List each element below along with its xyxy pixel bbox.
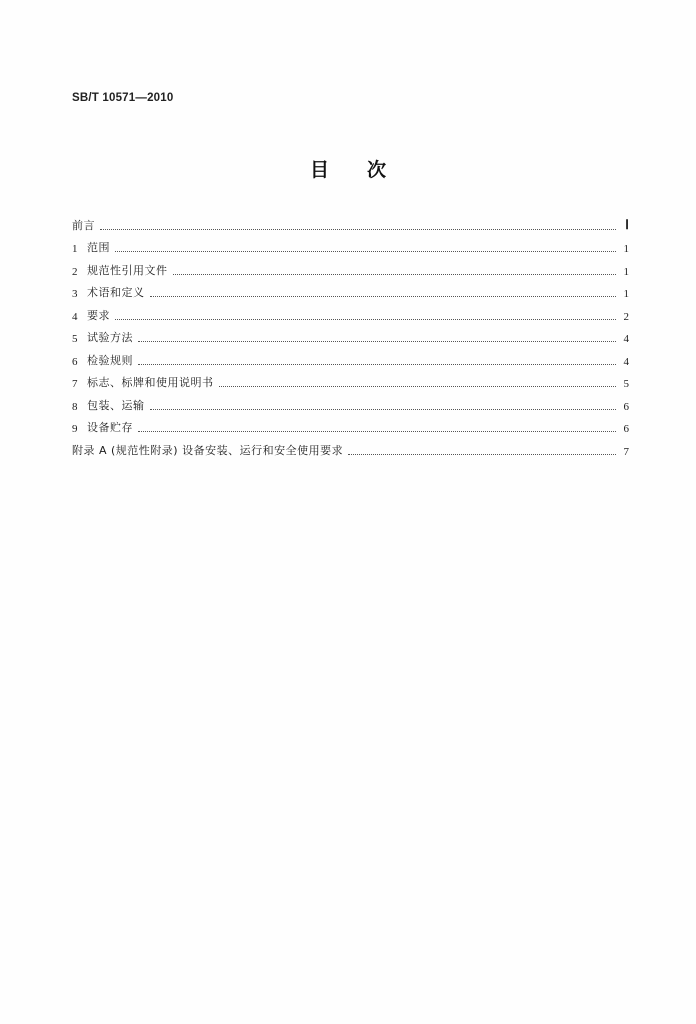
toc-label: 检验规则 [87,353,133,367]
toc-section-number: 1 [72,243,78,255]
toc-page-number: 5 [623,378,629,390]
toc-section-number: 2 [72,265,78,278]
toc-label: 术语和定义 [87,286,145,299]
toc-section-number: 7 [72,378,78,390]
toc-page-number: 4 [623,355,629,368]
toc-page-number: 2 [623,310,629,323]
toc-page-number: 7 [623,445,629,458]
toc-section-number: 9 [72,423,78,435]
toc-label: 要求 [87,308,110,322]
toc-page-number: 6 [623,400,629,413]
toc-section-number: 6 [72,355,78,368]
toc-page-number: 1 [623,265,629,278]
toc-entry-6[interactable] [72,345,629,368]
toc-section-number: 8 [72,400,78,413]
dot-leader [150,296,617,297]
dot-leader [173,274,617,275]
toc-entry-4[interactable] [72,300,629,323]
toc-entry-2[interactable] [72,255,629,278]
toc-page-number: 4 [623,333,629,345]
toc-entry-1[interactable] [72,233,629,256]
toc-section-number: 4 [72,310,78,323]
toc-entry-5[interactable] [72,323,629,346]
dot-leader [115,251,616,252]
toc-entry-foreword[interactable] [72,210,629,233]
dot-leader [100,229,616,230]
dot-leader [348,454,616,455]
dot-leader [138,364,616,365]
toc-label: 前言 [72,218,95,232]
toc-label: 范围 [87,241,110,254]
toc-section-number: 3 [72,288,78,300]
toc-page-number: Ⅰ [625,216,629,232]
toc-entry-9[interactable] [72,413,629,436]
toc-page-number: 6 [623,423,629,435]
toc-label: 设备贮存 [87,421,133,434]
dot-leader [138,341,616,342]
table-of-contents [72,210,629,458]
toc-entry-3[interactable] [72,278,629,301]
toc-page-number: 1 [623,288,629,300]
toc-label: 包装、运输 [87,398,145,412]
dot-leader [150,409,617,410]
toc-label: 标志、标牌和使用说明书 [87,376,214,389]
page-title: 目次 [309,159,424,181]
toc-entry-8[interactable] [72,390,629,413]
dot-leader [138,431,616,432]
toc-label: 试验方法 [87,331,133,344]
toc-entry-appendix-a[interactable] [72,435,629,458]
dot-leader [115,319,616,320]
toc-entry-7[interactable] [72,368,629,391]
standard-number: SB/T 10571—2010 [72,92,174,104]
toc-label: 规范性引用文件 [87,263,168,277]
toc-label: 附录 A (规范性附录) 设备安装、运行和安全使用要求 [72,443,344,457]
dot-leader [219,386,617,387]
toc-page-number: 1 [623,243,629,255]
toc-section-number: 5 [72,333,78,345]
